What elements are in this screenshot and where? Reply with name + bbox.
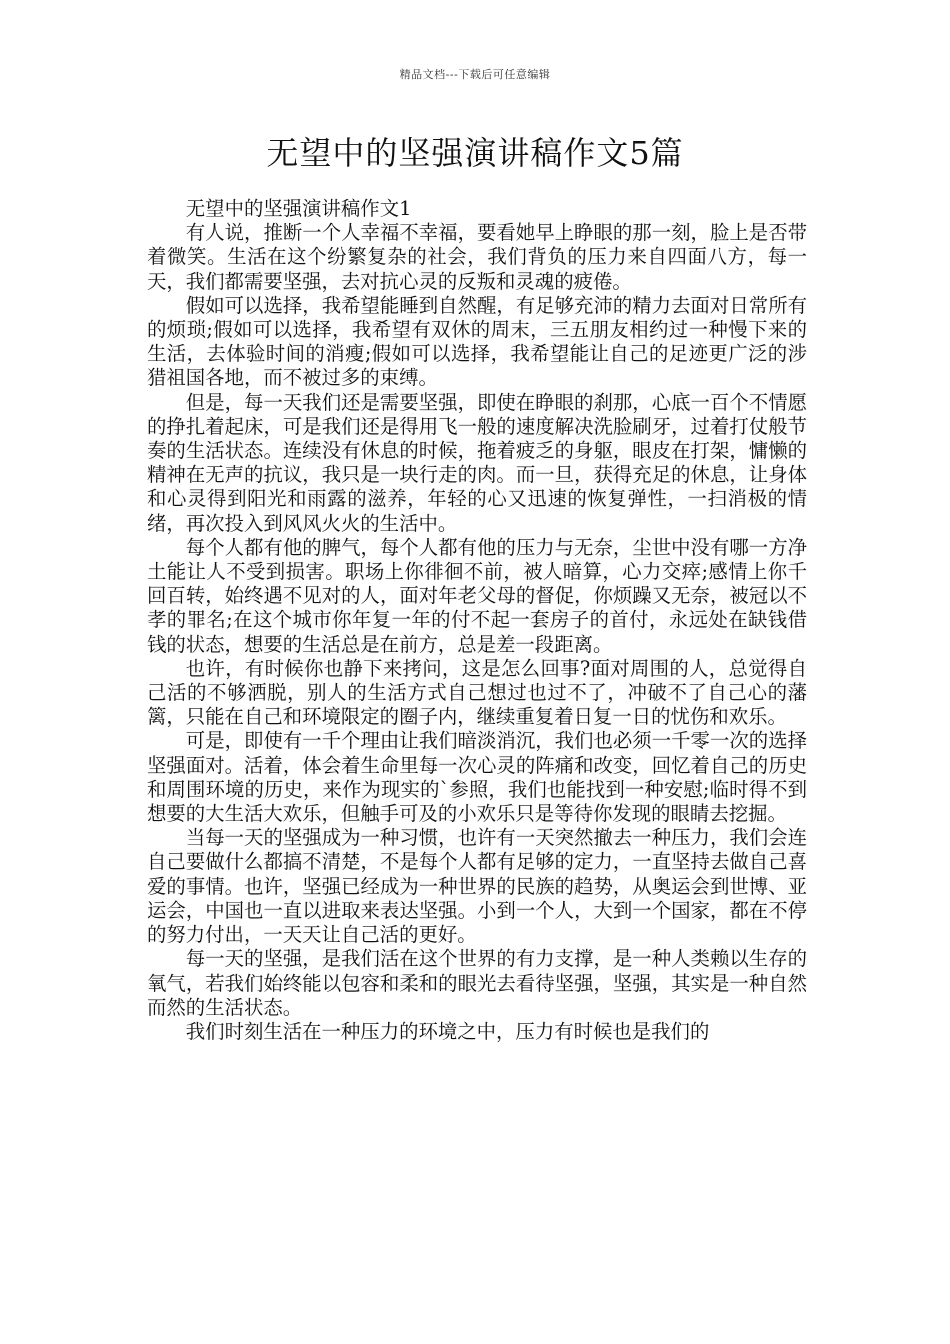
document-body	[147, 197, 807, 1044]
paragraph: 也许，有时候你也静下来拷问，这是怎么回事?面对周围的人，总觉得自己活的不够洒脱，别人的生活方式自己想过也过不了，冲破不了自己心的藩篱，只能在自己和环境限定的圈子内，继续重复着日复一日的忧伤和欢乐。	[147, 656, 807, 729]
paragraph: 每个人都有他的脾气，每个人都有他的压力与无奈，尘世中没有哪一方净土能让人不受到损害。职场上你徘徊不前，被人暗算，心力交瘁;感情上你千回百转，始终遇不见对的人，面对年老父母的督促，你烦躁又无奈，被冠以不孝的罪名;在这个城市你年复一年的付不起一套房子的首付，永远处在缺钱借钱的状态，想要的生活总是在前方，总是差一段距离。	[147, 535, 807, 656]
header-note: 精品文档---下载后可任意编辑	[399, 68, 551, 81]
section-subtitle: 无望中的坚强演讲稿作文1	[185, 197, 412, 220]
paragraph: 假如可以选择，我希望能睡到自然醒，有足够充沛的精力去面对日常所有的烦琐;假如可以选择，我希望有双休的周末，三五朋友相约过一种慢下来的生活，去体验时间的消瘦;假如可以选择，我希望能让自己的足迹更广泛的涉猎祖国各地，而不被过多的束缚。	[147, 293, 807, 390]
paragraph: 我们时刻生活在一种压力的环境之中，压力有时候也是我们的	[185, 1019, 710, 1043]
paragraph: 有人说，推断一个人幸福不幸福，要看她早上睁眼的那一刻，脸上是否带着微笑。生活在这个纷繁复杂的社会，我们背负的压力来自四面八方，每一天，我们都需要坚强，去对抗心灵的反叛和灵魂的疲倦。	[147, 221, 807, 293]
paragraph: 但是，每一天我们还是需要坚强，即使在睁眼的刹那，心底一百个不情愿的挣扎着起床，可是我们还是得用飞一般的速度解决洗脸刷牙，过着打仗般节奏的生活状态。连续没有休息的时候，拖着疲乏的身躯，眼皮在打架，慵懒的精神在无声的抗议，我只是一块行走的肉。而一旦，获得充足的休息，让身体和心灵得到阳光和雨露的滋养，年轻的心又迅速的恢复弹性，一扫消极的情绪，再次投入到风风火火的生活中。	[147, 390, 807, 535]
paragraph: 可是，即使有一千个理由让我们暗淡消沉，我们也必须一千零一次的选择坚强面对。活着，体会着生命里每一次心灵的阵痛和改变，回忆着自己的历史和周围环境的历史，来作为现实的`参照，我们也能找到一种安慰;临时得不到想要的大生活大欢乐，但触手可及的小欢乐只是等待你发现的眼睛去挖掘。	[147, 729, 807, 826]
paragraph: 当每一天的坚强成为一种习惯，也许有一天突然撤去一种压力，我们会连自己要做什么都搞不清楚，不是每个人都有足够的定力，一直坚持去做自己喜爱的事情。也许，坚强已经成为一种世界的民族的趋势，从奥运会到世博、亚运会，中国也一直以进取来表达坚强。小到一个人，大到一个国家，都在不停的努力付出，一天天让自己活的更好。	[147, 826, 807, 947]
paragraph: 每一天的坚强，是我们活在这个世界的有力支撑，是一种人类赖以生存的氧气，若我们始终能以包容和柔和的眼光去看待坚强，坚强，其实是一种自然而然的生活状态。	[147, 947, 807, 1019]
document-title: 无望中的坚强演讲稿作文5篇	[266, 134, 684, 172]
